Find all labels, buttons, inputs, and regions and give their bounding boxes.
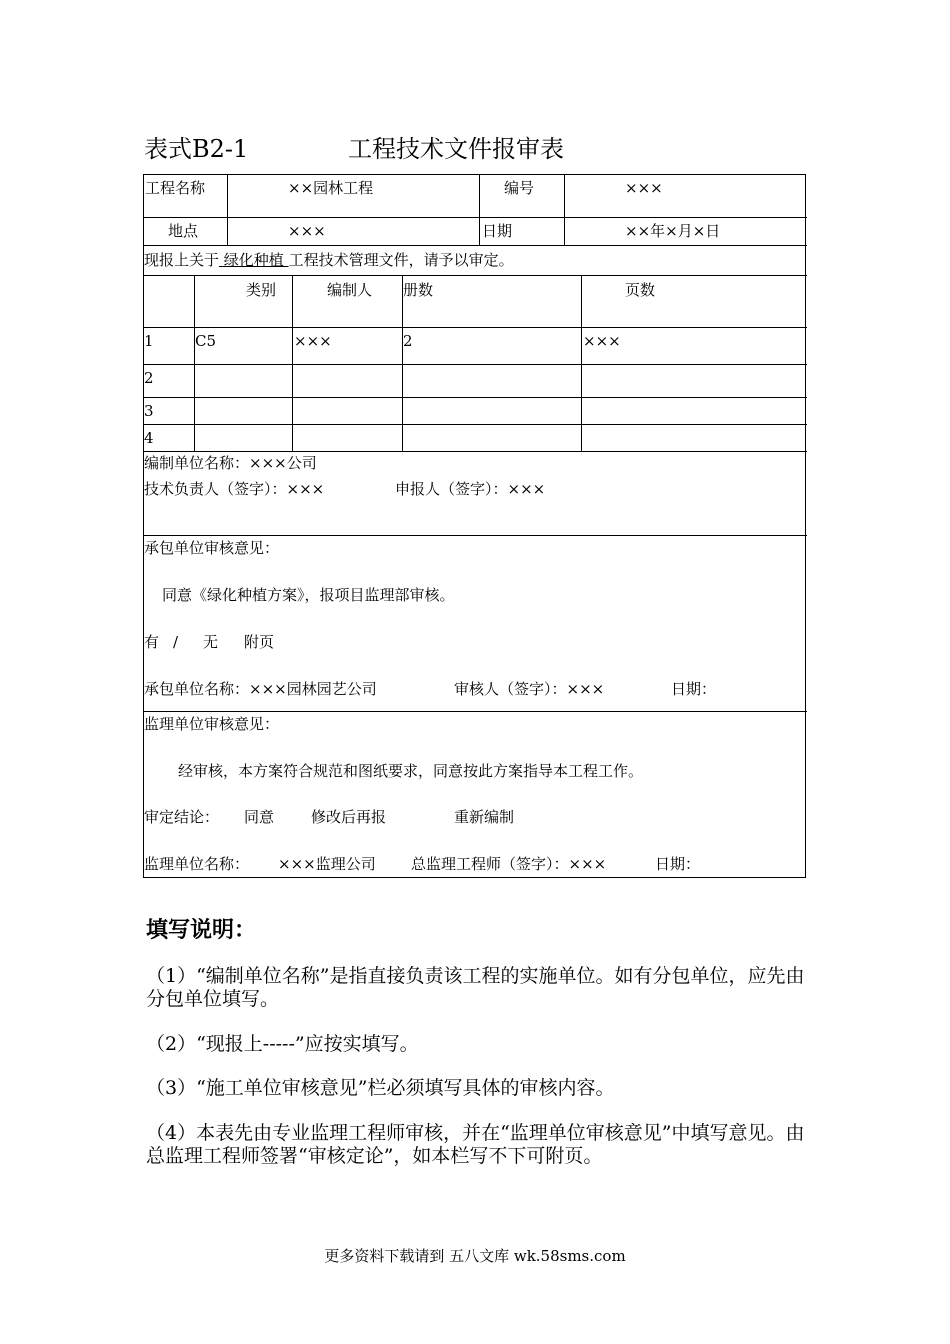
date-label: 日期: [482, 222, 513, 240]
row-2-index: 2: [144, 369, 154, 387]
applicant-signature: 申报人（签字）：×××: [395, 480, 546, 498]
header-author: 编制人: [327, 281, 373, 299]
supervisor-unit-value: ×××监理公司: [278, 855, 376, 873]
note-4: （4）本表先由专业监理工程师审核，并在“监理单位审核意见”中填写意见。由总监理工程师签署“审核定论”，如本栏写不下可附页。: [146, 1122, 805, 1167]
header-volumes: 册数: [403, 281, 434, 299]
note-1: （1）“编制单位名称”是指直接负责该工程的实施单位。如有分包单位，应先由分包单位填写。: [146, 965, 805, 1010]
number-value: ×××: [625, 179, 663, 197]
date-value: ××年×月×日: [625, 222, 721, 240]
conclusion-redo: 重新编制: [454, 808, 515, 826]
contractor-unit: 承包单位名称：×××园林园艺公司: [144, 680, 377, 698]
note-3: （3）“施工单位审核意见”栏必须填写具体的审核内容。: [146, 1077, 615, 1099]
supervisor-date: 日期：: [655, 855, 701, 873]
row-1-pages: ×××: [583, 332, 621, 350]
header-pages: 页数: [625, 281, 656, 299]
contractor-review-title: 承包单位审核意见：: [144, 539, 280, 557]
conclusion-revise: 修改后再报: [311, 808, 387, 826]
supervisor-opinion: 经审核，本方案符合规范和图纸要求，同意按此方案指导本工程工作。: [178, 762, 644, 780]
location-label: 地点: [168, 222, 199, 240]
chief-engineer-signature: 总监理工程师（签字）：×××: [411, 855, 607, 873]
project-name-label: 工程名称: [145, 179, 206, 197]
conclusion-approve: 同意: [244, 808, 275, 826]
submit-suffix: 工程技术管理文件，请予以审定。: [288, 251, 514, 269]
submit-prefix: 现报上关于: [144, 251, 220, 269]
attach-label: 附页: [244, 633, 275, 651]
contractor-date: 日期：: [671, 680, 717, 698]
location-value: ×××: [288, 222, 326, 240]
supervisor-review-title: 监理单位审核意见：: [144, 715, 280, 733]
header-category: 类别: [246, 281, 277, 299]
attach-yes: 有: [144, 633, 160, 651]
conclusion-label: 审定结论：: [144, 808, 220, 826]
footer-link[interactable]: 更多资料下载请到 五八文库 wk.58sms.com: [324, 1247, 626, 1265]
row-1-author: ×××: [294, 332, 332, 350]
project-name-value: ××园林工程: [288, 179, 374, 197]
submit-statement: [144, 250, 514, 270]
contractor-reviewer: 审核人（签字）：×××: [454, 680, 605, 698]
form-title: 工程技术文件报审表: [348, 135, 564, 163]
row-4-index: 4: [144, 429, 154, 447]
row-1-volumes: 2: [403, 332, 413, 350]
row-1-category: C5: [195, 332, 217, 350]
form-number: 表式B2-1: [144, 135, 249, 163]
row-1-index: 1: [144, 332, 154, 350]
notes-title: 填写说明：: [146, 917, 257, 943]
supervisor-unit-label: 监理单位名称：: [144, 855, 250, 873]
contractor-opinion: 同意《绿化种植方案》，报项目监理部审核。: [162, 586, 455, 604]
compile-unit: 编制单位名称：×××公司: [144, 454, 317, 472]
tech-lead-signature: 技术负责人（签字）：×××: [144, 480, 325, 498]
attach-no: 无: [203, 633, 219, 651]
submit-subject: 绿化种植: [219, 251, 289, 269]
attach-separator: /: [173, 633, 179, 651]
note-2: （2）“现报上-----”应按实填写。: [146, 1033, 419, 1055]
number-label: 编号: [504, 179, 535, 197]
row-3-index: 3: [144, 402, 154, 420]
